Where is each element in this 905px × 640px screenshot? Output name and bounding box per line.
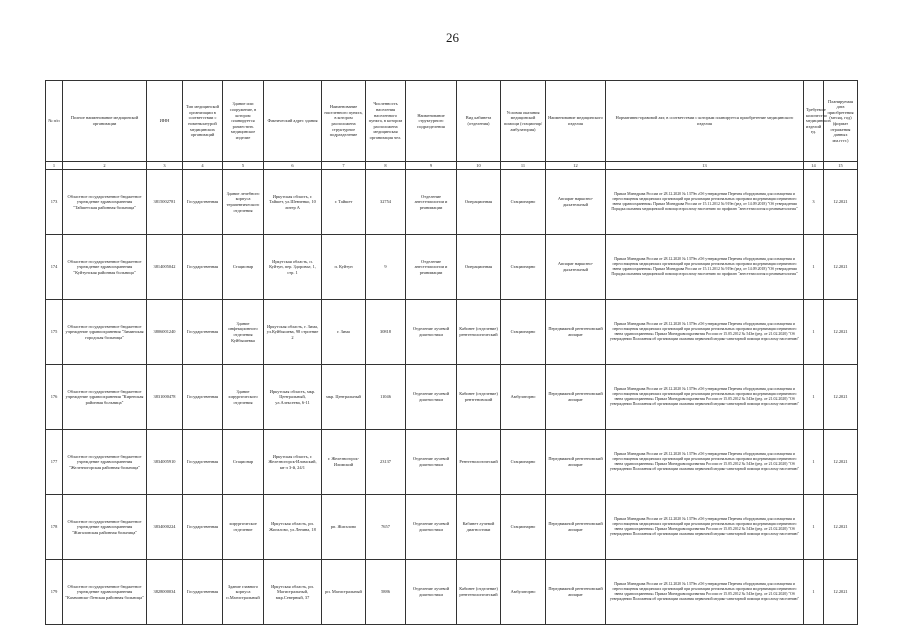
address: Иркутская область, рп. Жигалово, ул.Ленина, 18 — [264, 495, 322, 560]
org-type: Государственная — [183, 235, 223, 300]
care-conditions: Стационарно — [501, 430, 546, 495]
row-number: 175 — [46, 300, 63, 365]
legal-basis: Приказ Минздрава России от 28.12.2020 № 1379н «Об утверждении Перечня оборудования для оснащения и переоснащения медицинских организаций при реализации региональных программ модернизации первичного звена здравоохранения» Приказ Минздравсоцразвития России от 15.05.2012 № 543н (ред. от 21.02.2020) "Об утверждении Положения об организации оказания первичной медико-санитарной помощи взрослому населению" — [606, 430, 804, 495]
division: Отделение лучевой диагностики — [406, 560, 457, 625]
table-body — [46, 170, 858, 625]
column-header: Нормативно-правовой акт, в соответствии с которым планируется приобретение медицинского изделия — [606, 81, 804, 162]
device-name: Передвижной рентгеновский аппарат — [546, 495, 606, 560]
column-header: Планируемая дата приобретения (месяц, год) (формат отражения данных мм.гггг.) — [824, 81, 858, 162]
quantity: 1 — [804, 430, 824, 495]
care-conditions: Амбулаторно — [501, 365, 546, 430]
planned-date: 12.2021 — [824, 170, 858, 235]
population: 23137 — [366, 430, 406, 495]
org-name: Областное государственное бюджетное учреждение здравоохранения "Железногорская районная больница" — [63, 430, 147, 495]
care-conditions: Стационарно — [501, 495, 546, 560]
column-header: Наименование медицинского изделия — [546, 81, 606, 162]
locality: г. Зима — [322, 300, 366, 365]
inn: 3806001240 — [147, 300, 183, 365]
org-name: Областное государственное бюджетное учреждение здравоохранения "Зиминская городская больница" — [63, 300, 147, 365]
division: Отделение анестезиологии и реанимации — [406, 235, 457, 300]
cabinet-type: Кабинет лучевой диагностики — [457, 495, 501, 560]
care-conditions: Стационарно — [501, 170, 546, 235]
planned-date: 12.2021 — [824, 430, 858, 495]
column-number: 1 — [46, 162, 63, 170]
building: Здание лечебного корпуса терапевтического отделения — [223, 170, 264, 235]
column-number: 9 — [406, 162, 457, 170]
device-name: Передвижной рентгеновский аппарат — [546, 300, 606, 365]
column-header: Наименование населенного пункта, в котором расположена структурное подразделение — [322, 81, 366, 162]
column-number: 4 — [183, 162, 223, 170]
row-number: 178 — [46, 495, 63, 560]
address: Иркутская область, мкр. Центральный, ул.Алексеева, 6-11 — [264, 365, 322, 430]
population: 5886 — [366, 560, 406, 625]
planned-date: 12.2021 — [824, 235, 858, 300]
device-name: Передвижной рентгеновский аппарат — [546, 560, 606, 625]
legal-basis: Приказ Минздрава России от 28.12.2020 № 1379н «Об утверждении Перечня оборудования для оснащения и переоснащения медицинских организаций при реализации региональных программ модернизации первичного звена здравоохранения» Приказ Минздравсоцразвития России от 15.05.2012 № 543н (ред. от 21.02.2020) "Об утверждении Положения об организации оказания первичной медико-санитарной помощи взрослому населению" — [606, 495, 804, 560]
building: Здание хирургического отделения — [223, 365, 264, 430]
cabinet-type: Кабинет (отделение) рентгеновский — [457, 365, 501, 430]
division: Отделение анестезиологии и реанимации — [406, 170, 457, 235]
org-type: Государственная — [183, 495, 223, 560]
division: Отделение лучевой диагностики — [406, 300, 457, 365]
care-conditions: Стационарно — [501, 300, 546, 365]
address: Иркутская область, г. Зима, ул.Куйбышева, 98 строение 2 — [264, 300, 322, 365]
column-number: 13 — [606, 162, 804, 170]
org-name: Областное государственное бюджетное учреждение здравоохранения "Киренская районная больница" — [63, 365, 147, 430]
column-number: 2 — [63, 162, 147, 170]
table-row — [46, 235, 858, 300]
column-number: 5 — [223, 162, 264, 170]
inn: 3828000034 — [147, 560, 183, 625]
table-row — [46, 560, 858, 625]
column-header: Тип медицинской организации в соответствии с номенклатурой медицинских организаций — [183, 81, 223, 162]
equipment-register-table — [45, 80, 858, 625]
legal-basis: Приказ Минздрава России от 28.12.2020 № 1379н «Об утверждении Перечня оборудования для оснащения и переоснащения медицинских организаций при реализации региональных программ модернизации первичного звена здравоохранения» Приказ Минздравсоцразвития России от 15.05.2012 № 543н (ред. от 21.02.2020) "Об утверждении Положения об организации оказания первичной медико-санитарной помощи взрослому населению" — [606, 365, 804, 430]
building: Здание инфекционного отделения Куйбышевка — [223, 300, 264, 365]
locality: г. Железногорск-Илимский — [322, 430, 366, 495]
cabinet-type: Кабинет (отделение) рентгенологический — [457, 560, 501, 625]
inn: 3831000478 — [147, 365, 183, 430]
org-name: Областное государственное бюджетное учреждение здравоохранения "Куйтунская районная больница" — [63, 235, 147, 300]
table-header — [46, 81, 858, 170]
table-row — [46, 495, 858, 560]
population: 9 — [366, 235, 406, 300]
inn: 3814005042 — [147, 235, 183, 300]
column-number-row — [46, 162, 858, 170]
quantity: 1 — [804, 495, 824, 560]
quantity: 3 — [804, 170, 824, 235]
column-header: ИНН — [147, 81, 183, 162]
population: 32754 — [366, 170, 406, 235]
legal-basis: Приказ Минздрава России от 28.12.2020 № 1379н «Об утверждении Перечня оборудования для оснащения и переоснащения медицинских организаций при реализации региональных программ модернизации первичного звена здравоохранения» Приказ Минздрава России от 15.11.2012 № 919н (ред. от 14.09.2018) "Об утверждении Порядка оказания медицинской помощи взрослому населению по профилю "анестезиология и реаниматология" — [606, 170, 804, 235]
column-number: 14 — [804, 162, 824, 170]
locality: г. Тайшет — [322, 170, 366, 235]
column-number: 15 — [824, 162, 858, 170]
row-number: 177 — [46, 430, 63, 495]
inn: 3834005910 — [147, 430, 183, 495]
org-type: Государственная — [183, 560, 223, 625]
cabinet-type: Кабинет (отделение) рентгенологический — [457, 300, 501, 365]
column-number: 10 — [457, 162, 501, 170]
device-name: Аппарат наркозно-дыхательный — [546, 235, 606, 300]
legal-basis: Приказ Минздрава России от 28.12.2020 № 1379н «Об утверждении Перечня оборудования для оснащения и переоснащения медицинских организаций при реализации региональных программ модернизации первичного звена здравоохранения» Приказ Минздравсоцразвития России от 15.05.2012 № 543н (ред. от 21.02.2020) "Об утверждении Положения об организации оказания первичной медико-санитарной помощи взрослому населению" — [606, 560, 804, 625]
locality: рп. Магистральный — [322, 560, 366, 625]
column-number: 12 — [546, 162, 606, 170]
cabinet-type: Операционная — [457, 170, 501, 235]
device-name: Передвижной рентгеновский аппарат — [546, 365, 606, 430]
division: Отделение лучевой диагностики — [406, 430, 457, 495]
table-row — [46, 365, 858, 430]
page-number: 26 — [446, 30, 459, 45]
column-number: 8 — [366, 162, 406, 170]
row-number: 173 — [46, 170, 63, 235]
address: Иркутская область, п. Куйтун, пер. Здоровье, 1, стр. 1 — [264, 235, 322, 300]
column-header: Условия оказания медицинской помощи (стационар/амбулатория) — [501, 81, 546, 162]
org-type: Государственная — [183, 430, 223, 495]
org-type: Государственная — [183, 170, 223, 235]
table-row — [46, 170, 858, 235]
care-conditions: Амбулаторно — [501, 560, 546, 625]
care-conditions: Стационарно — [501, 235, 546, 300]
table-row — [46, 430, 858, 495]
division: Отделение лучевой диагностики — [406, 495, 457, 560]
column-number: 11 — [501, 162, 546, 170]
building: Стационар — [223, 235, 264, 300]
row-number: 174 — [46, 235, 63, 300]
address: Иркутская область, г. Железногорск-Илимский, кв-л 3-й, 24/1 — [264, 430, 322, 495]
column-header: Наименование структурного подразделения — [406, 81, 457, 162]
inn: 3834000224 — [147, 495, 183, 560]
locality: мкр. Центральный — [322, 365, 366, 430]
division: Отделение лучевой диагностики — [406, 365, 457, 430]
column-header: Численность населения населенного пункта, в котором расположена медицинская организация чел. — [366, 81, 406, 162]
building: Здание главного корпуса п.Магистральный — [223, 560, 264, 625]
org-name: Областное государственное бюджетное учреждение здравоохранения "Тайшетская районная больница" — [63, 170, 147, 235]
cabinet-type: Рентгенологический — [457, 430, 501, 495]
planned-date: 12.2021 — [824, 495, 858, 560]
org-name: Областное государственное бюджетное учреждение здравоохранения "Казачинско-Ленская районная больница" — [63, 560, 147, 625]
address: Иркутская область, рп. Магистральный, мкр.Северный, 37 — [264, 560, 322, 625]
row-number: 179 — [46, 560, 63, 625]
inn: 3815002781 — [147, 170, 183, 235]
device-name: Передвижной рентгеновский аппарат — [546, 430, 606, 495]
column-header: Здание или сооружение, в котором планируется разместить медицинское изделие — [223, 81, 264, 162]
locality: рп. Жигалово — [322, 495, 366, 560]
org-name: Областное государственное бюджетное учреждение здравоохранения "Жигаловская районная больница" — [63, 495, 147, 560]
population: 7657 — [366, 495, 406, 560]
building: хирургическое отделение — [223, 495, 264, 560]
column-header: Полное наименование медицинской организации — [63, 81, 147, 162]
column-header: № п/п — [46, 81, 63, 162]
column-header: Требуемое количество медицинских изделий ед. — [804, 81, 824, 162]
legal-basis: Приказ Минздрава России от 28.12.2020 № 1379н «Об утверждении Перечня оборудования для оснащения и переоснащения медицинских организаций при реализации региональных программ модернизации первичного звена здравоохранения» Приказ Минздрава России от 15.11.2012 № 919н (ред. от 14.09.2018) "Об утверждении Порядка оказания медицинской помощи взрослому населению по профилю "анестезиология и реаниматология" — [606, 235, 804, 300]
quantity: 1 — [804, 365, 824, 430]
table-row — [46, 300, 858, 365]
legal-basis: Приказ Минздрава России от 28.12.2020 № 1379н «Об утверждении Перечня оборудования для оснащения и переоснащения медицинских организаций при реализации региональных программ модернизации первичного звена здравоохранения» Приказ Минздравсоцразвития России от 15.05.2012 № 543н (ред. от 21.02.2020) "Об утверждении Положения об организации оказания первичной медико-санитарной помощи взрослому населению" — [606, 300, 804, 365]
org-type: Государственная — [183, 365, 223, 430]
column-header: Вид кабинета (отделения) — [457, 81, 501, 162]
locality: п. Куйтун — [322, 235, 366, 300]
quantity: 1 — [804, 235, 824, 300]
population: 11046 — [366, 365, 406, 430]
column-number: 6 — [264, 162, 322, 170]
population: 30818 — [366, 300, 406, 365]
column-header: Фактический адрес здания — [264, 81, 322, 162]
device-name: Аппарат наркозно-дыхательный — [546, 170, 606, 235]
column-number: 3 — [147, 162, 183, 170]
planned-date: 12.2021 — [824, 560, 858, 625]
column-number: 7 — [322, 162, 366, 170]
row-number: 176 — [46, 365, 63, 430]
planned-date: 12.2021 — [824, 300, 858, 365]
header-row — [46, 81, 858, 162]
quantity: 1 — [804, 300, 824, 365]
planned-date: 12.2021 — [824, 365, 858, 430]
address: Иркутская область, г. Тайшет, ул.Шевченко, 10 литер А — [264, 170, 322, 235]
cabinet-type: Операционная — [457, 235, 501, 300]
building: Стационар — [223, 430, 264, 495]
org-type: Государственная — [183, 300, 223, 365]
quantity: 1 — [804, 560, 824, 625]
